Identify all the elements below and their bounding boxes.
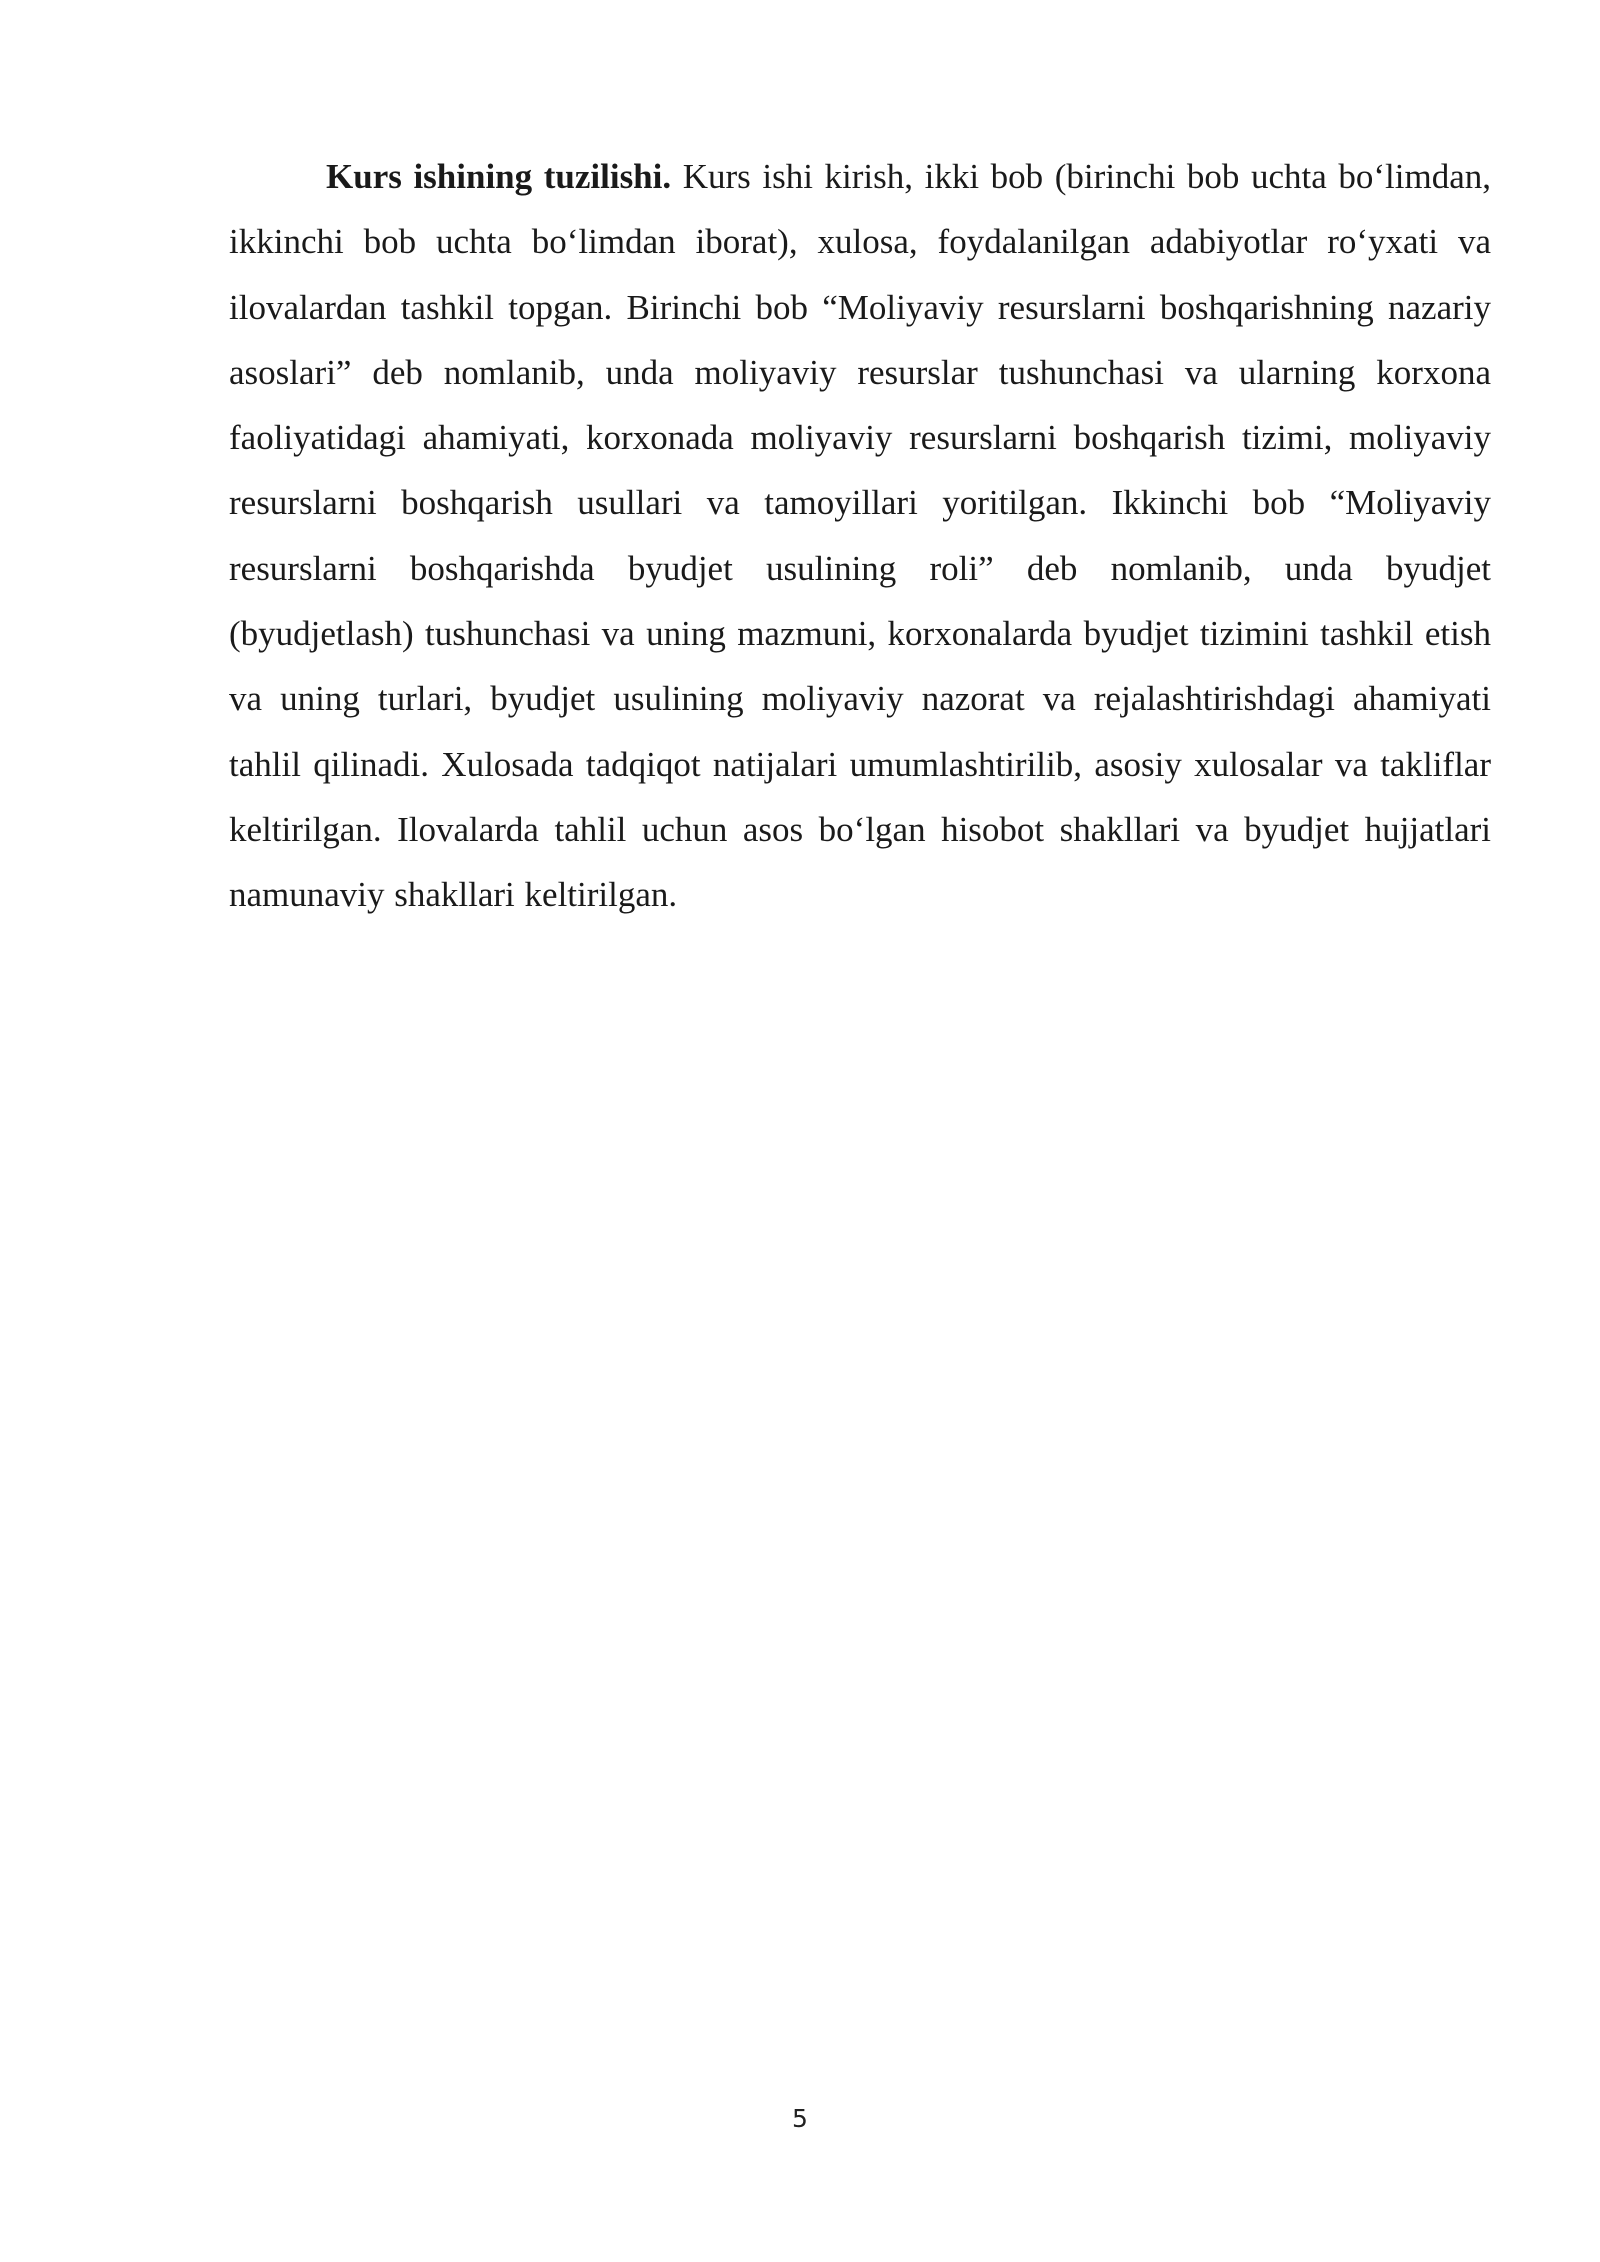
paragraph-text: Kurs ishi kirish, ikki bob (birinchi bob uchta bo‘limdan, ikkinchi bob uchta bo‘limdan iborat), xulosa, foydalanilgan adabiyotlar ro‘yxati va ilovalardan tashkil topgan. Birinchi bob “Moliyaviy resurslarni boshqarishning nazariy asoslari” deb nomlanib, unda moliyaviy resurslar tushunchasi va ularning korxona faoliyatidagi ahamiyati, korxonada moliyaviy resurslarni boshqarish tizimi, moliyaviy resurslarni boshqarish usullari va tamoyillari yoritilgan. Ikkinchi bob “Moliyaviy resurslarni boshqarishda byudjet usulining roli” deb nomlanib, unda byudjet (byudjetlash) tushunchasi va uning mazmuni, korxonalarda byudjet tizimini tashkil etish va uning turlari, byudjet usulining moliyaviy nazorat va rejalashtirishdagi ahamiyati tahlil qilinadi. Xulosada tadqiqot natijalari umumlashtirilib, asosiy xulosalar va takliflar keltirilgan. Ilovalarda tahlil uchun asos bo‘lgan hisobot shakllari va byudjet hujjatlari namunaviy shakllari keltirilgan. — [229, 157, 1492, 915]
paragraph-lead-heading: Kurs ishining tuzilishi. — [326, 157, 672, 196]
page-number: 5 — [792, 2104, 808, 2133]
body-paragraph — [229, 144, 1491, 928]
